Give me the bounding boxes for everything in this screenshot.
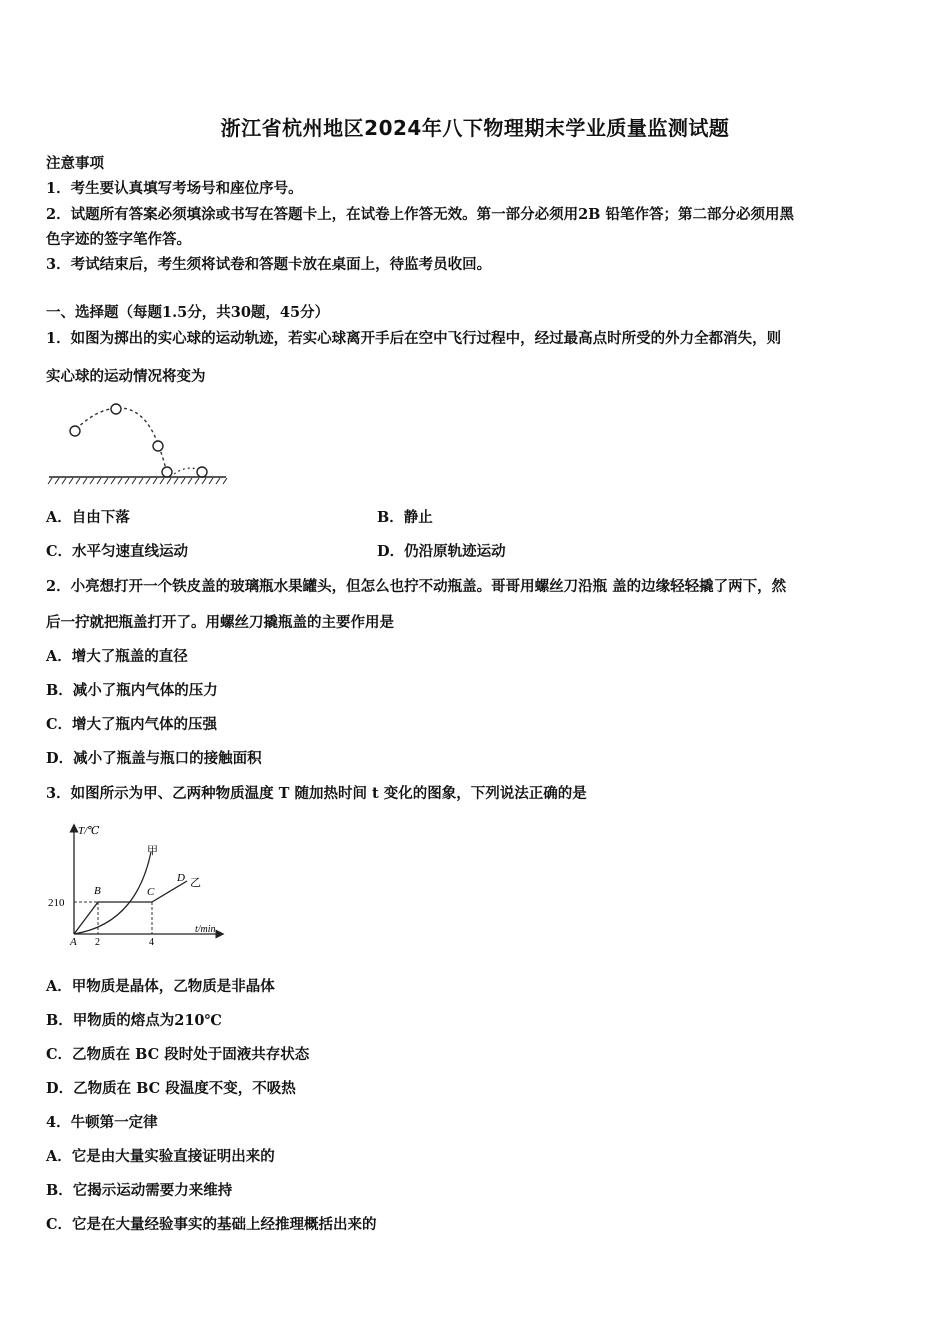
question-4-stem: 4．牛顿第一定律 bbox=[46, 1114, 158, 1131]
question-1-option-d[interactable]: D．仍沿原轨迹运动 bbox=[377, 543, 506, 560]
question-2-stem-cont: 后一拧就把瓶盖打开了。用螺丝刀撬瓶盖的主要作用是 bbox=[46, 614, 394, 631]
notice-item: 色字迹的签字笔作答。 bbox=[46, 231, 191, 248]
notice-heading: 注意事项 bbox=[46, 155, 104, 172]
question-3-option-d[interactable]: D．乙物质在 BC 段温度不变，不吸热 bbox=[46, 1080, 296, 1097]
y-tick-label: 210 bbox=[48, 897, 65, 909]
question-3-option-b[interactable]: B．甲物质的熔点为210℃ bbox=[46, 1012, 222, 1029]
notice-item: 2．试题所有答案必须填涂或书写在答题卡上，在试卷上作答无效。第一部分必须用2B 铅笔作答；第二部分必须用黑 bbox=[46, 206, 794, 223]
question-2-option-a[interactable]: A．增大了瓶盖的直径 bbox=[46, 648, 188, 665]
notice-item: 3．考试结束后，考生须将试卷和答题卡放在桌面上，待监考员收回。 bbox=[46, 256, 492, 273]
curve-jia bbox=[74, 852, 151, 934]
curve-label-yi: 乙 bbox=[190, 877, 201, 889]
question-1-stem: 1．如图为掷出的实心球的运动轨迹，若实心球离开手后在空中飞行过程中，经过最高点时所受的外力全都消失，则 bbox=[46, 330, 782, 347]
curve-label-jia: 甲 bbox=[147, 845, 158, 857]
point-label-d: D bbox=[177, 872, 185, 884]
question-2-option-d[interactable]: D．减小了瓶盖与瓶口的接触面积 bbox=[46, 750, 262, 767]
ball-circle bbox=[153, 441, 163, 451]
ball-circle bbox=[111, 404, 121, 414]
question-1-option-c[interactable]: C．水平匀速直线运动 bbox=[46, 543, 189, 560]
ground-hatching bbox=[48, 478, 227, 484]
question-4-option-a[interactable]: A．它是由大量实验直接证明出来的 bbox=[46, 1148, 275, 1165]
question-3-option-c[interactable]: C．乙物质在 BC 段时处于固液共存状态 bbox=[46, 1046, 310, 1063]
ball-circle bbox=[70, 426, 80, 436]
ball-trajectory-figure bbox=[46, 398, 236, 490]
page-title: 浙江省杭州地区2024年八下物理期末学业质量监测试题 bbox=[220, 116, 730, 140]
question-4-option-c[interactable]: C．它是在大量经验事实的基础上经推理概括出来的 bbox=[46, 1216, 377, 1233]
question-2-stem: 2．小亮想打开一个铁皮盖的玻璃瓶水果罐头，但怎么也拧不动瓶盖。哥哥用螺丝刀沿瓶 盖的边缘轻轻撬了两下，然 bbox=[46, 578, 787, 595]
notice-item: 1．考生要认真填写考场号和座位序号。 bbox=[46, 180, 303, 197]
temperature-time-graph bbox=[44, 818, 234, 952]
point-label-c: C bbox=[147, 886, 155, 898]
question-2-option-c[interactable]: C．增大了瓶内气体的压强 bbox=[46, 716, 218, 733]
question-3-option-a[interactable]: A．甲物质是晶体，乙物质是非晶体 bbox=[46, 978, 275, 995]
x-axis-label: t/min bbox=[195, 924, 216, 935]
y-axis-label: T/℃ bbox=[78, 825, 100, 837]
ball-circle bbox=[162, 467, 172, 477]
curve-yi bbox=[74, 881, 187, 934]
question-3-stem: 3．如图所示为甲、乙两种物质温度 T 随加热时间 t 变化的图象，下列说法正确的是 bbox=[46, 785, 587, 802]
question-1-option-a[interactable]: A．自由下落 bbox=[46, 509, 130, 526]
question-2-option-b[interactable]: B．减小了瓶内气体的压力 bbox=[46, 682, 218, 699]
question-1-option-b[interactable]: B．静止 bbox=[377, 509, 433, 526]
x-tick-label: 4 bbox=[149, 937, 154, 948]
point-label-b: B bbox=[94, 885, 101, 897]
x-tick-label: 2 bbox=[95, 937, 100, 948]
trajectory-path bbox=[76, 408, 166, 470]
ball-circle bbox=[197, 467, 207, 477]
section-heading: 一、选择题（每题1.5分，共30题，45分） bbox=[46, 304, 330, 321]
question-1-stem-cont: 实心球的运动情况将变为 bbox=[46, 368, 206, 385]
question-4-option-b[interactable]: B．它揭示运动需要力来维持 bbox=[46, 1182, 233, 1199]
point-label-a: A bbox=[70, 936, 77, 948]
